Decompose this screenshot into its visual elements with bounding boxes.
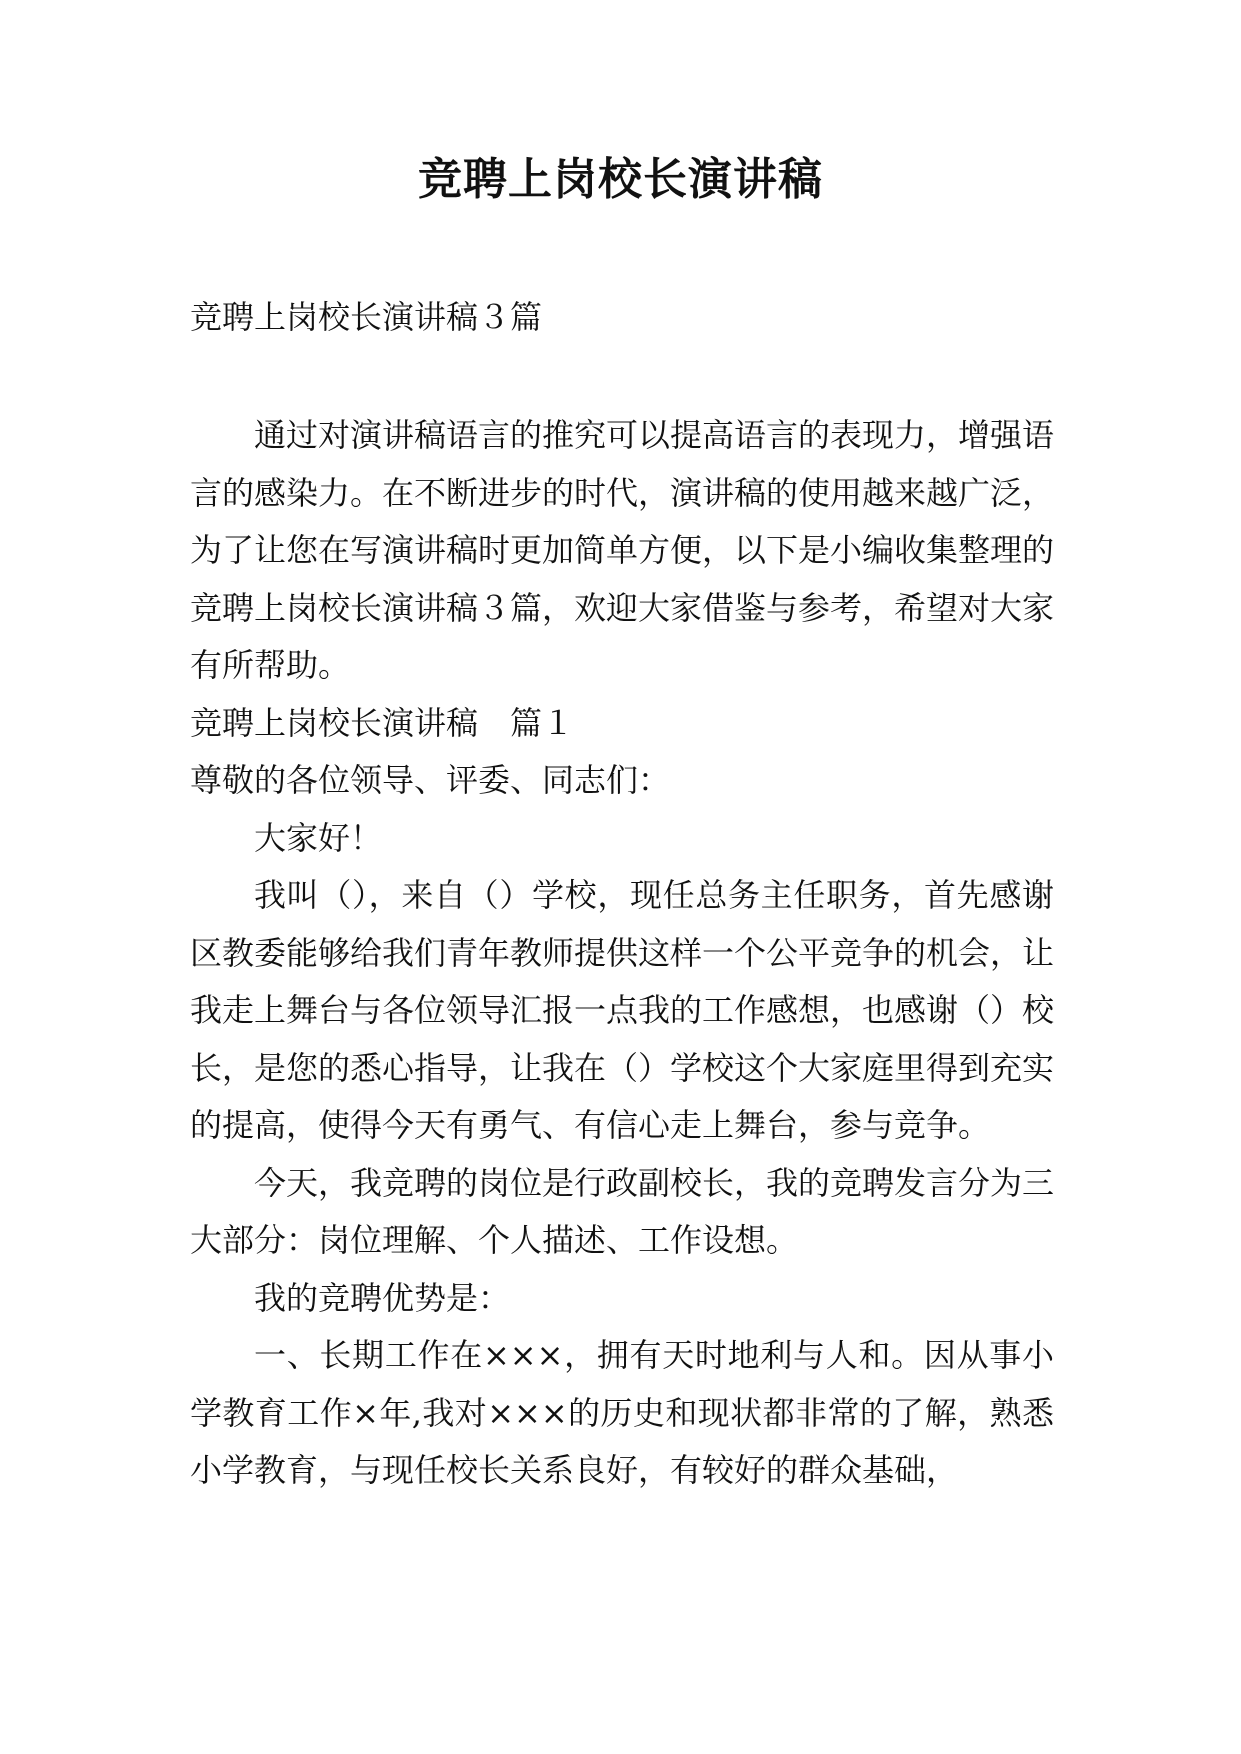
document-body [190, 288, 1054, 1500]
section-heading: 竞聘上岗校长演讲稿 篇１ [190, 703, 575, 742]
paragraph-intro: 通过对演讲稿语言的推究可以提高语言的表现力，增强语言的感染力。在不断进步的时代，演讲稿的使用越来越广泛，为了让您在写演讲稿时更加简单方便，以下是小编收集整理的竞聘上岗校长演讲稿３篇，欢迎大家借鉴与参考，希望对大家有所帮助。 [190, 416, 1055, 684]
greeting: 大家好！ [254, 818, 383, 857]
salutation: 尊敬的各位领导、评委、同志们： [190, 761, 671, 799]
document-subtitle: 竞聘上岗校长演讲稿３篇 [190, 298, 543, 336]
paragraph-position: 今天，我竞聘的岗位是行政副校长，我的竞聘发言分为三大部分：岗位理解、个人描述、工作设想。 [190, 1163, 1055, 1259]
paragraph-advantage-one: 一、长期工作在×××，拥有天时地利与人和。因从事小学教育工作×年,我对×××的历史和现状都非常的了解，熟悉小学教育，与现任校长关系良好，有较好的群众基础， [190, 1336, 1054, 1489]
document-title: 竞聘上岗校长演讲稿 [418, 154, 823, 205]
paragraph-self-introduction: 我叫（），来自（）学校，现任总务主任职务，首先感谢区教委能够给我们青年教师提供这样一个公平竞争的机会，让我走上舞台与各位领导汇报一点我的工作感想，也感谢（）校长，是您的悉心指导，让我在（）学校这个大家庭里得到充实的提高，使得今天有勇气、有信心走上舞台，参与竞争。 [190, 876, 1055, 1144]
document-content [190, 407, 1054, 1500]
paragraph-advantages-heading: 我的竞聘优势是： [254, 1278, 511, 1317]
